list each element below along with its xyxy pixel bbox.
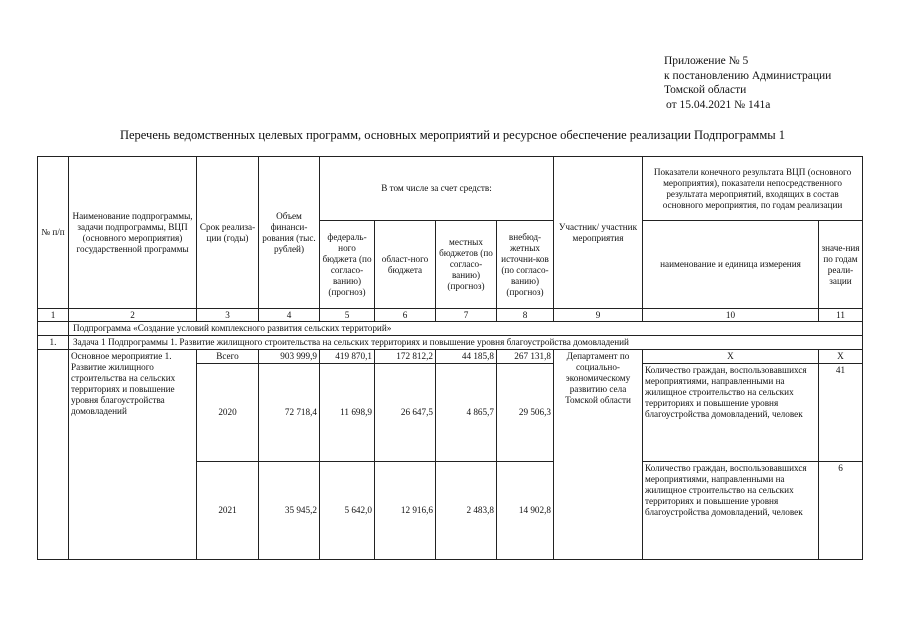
- appendix-line-2: к постановлению Администрации: [664, 69, 832, 82]
- col-number: 3: [197, 309, 259, 322]
- row-ind-value: 41: [819, 364, 863, 462]
- row-local: 44 185,8: [436, 350, 497, 364]
- header-participant: Участник/ участник мероприятия: [554, 157, 643, 309]
- table-row-total: [38, 350, 863, 364]
- row-regional: 172 812,2: [375, 350, 436, 364]
- col-number: 2: [69, 309, 197, 322]
- task-num: 1.: [38, 336, 69, 350]
- header-indicators: Показатели конечного результата ВЦП (основного мероприятия), показатели непосредственного результата мероприятий, входящих в состав основного мероприятия, по годам реализации: [643, 157, 863, 221]
- header-sources: В том числе за счет средств:: [320, 157, 554, 221]
- row-local: 2 483,8: [436, 462, 497, 560]
- col-number: 7: [436, 309, 497, 322]
- col-number: 1: [38, 309, 69, 322]
- header-term: Срок реализа-ции (годы): [197, 157, 259, 309]
- col-number: 8: [497, 309, 554, 322]
- row-extra: 267 131,8: [497, 350, 554, 364]
- task-title: Задача 1 Подпрограммы 1. Развитие жилищного строительства на сельских территориях и повышение уровня благоустройства домовладений: [69, 336, 863, 350]
- row-extra: 14 902,8: [497, 462, 554, 560]
- row-term: 2020: [197, 364, 259, 462]
- task-row: [38, 336, 863, 350]
- column-number-row: [38, 309, 863, 322]
- row-volume: 35 945,2: [259, 462, 320, 560]
- col-number: 6: [375, 309, 436, 322]
- measure-participant: Департамент по социально-экономическому развитию села Томской области: [554, 350, 643, 560]
- row-federal: 5 642,0: [320, 462, 375, 560]
- row-federal: 419 870,1: [320, 350, 375, 364]
- header-ind-value: значе-ния по годам реали-зации: [819, 221, 863, 309]
- row-regional: 12 916,6: [375, 462, 436, 560]
- row-local: 4 865,7: [436, 364, 497, 462]
- subprogram-title: Подпрограмма «Создание условий комплексного развития сельских территорий»: [69, 322, 863, 336]
- measure-name: Основное мероприятие 1. Развитие жилищного строительства на сельских территориях и повышение уровня благоустройства домовладений: [69, 350, 197, 560]
- program-table: [37, 156, 863, 560]
- col-number: 5: [320, 309, 375, 322]
- appendix-line-1: Приложение № 5: [664, 55, 749, 67]
- row-ind-name: Х: [643, 350, 819, 364]
- header-ind-name: наименование и единица измерения: [643, 221, 819, 309]
- page-title: Перечень ведомственных целевых программ, основных мероприятий и ресурсное обеспечение реализации Подпрограммы 1: [119, 128, 786, 142]
- header-regional: област-ного бюджета: [375, 221, 436, 309]
- header-row-1: [38, 157, 863, 221]
- subprogram-row: [38, 322, 863, 336]
- row-volume: 903 999,9: [259, 350, 320, 364]
- col-number: 9: [554, 309, 643, 322]
- header-num: № п/п: [38, 157, 69, 309]
- header-volume: Объем финанси-рования (тыс. рублей): [259, 157, 320, 309]
- appendix-line-3: Томской области: [664, 84, 747, 96]
- col-number: 10: [643, 309, 819, 322]
- row-ind-name: Количество граждан, воспользовавшихся мероприятиями, направленными на жилищное строительство на сельских территориях и повышение уровня благоустройства домовладений, человек: [643, 462, 819, 560]
- header-name: Наименование подпрограммы, задачи подпрограммы, ВЦП (основного мероприятия) государственной программы: [69, 157, 197, 309]
- header-extra: внебюд-жетных источни-ков (по согласо-ванию) (прогноз): [497, 221, 554, 309]
- appendix-line-4: от 15.04.2021 № 141а: [666, 98, 771, 111]
- row-ind-value: Х: [819, 350, 863, 364]
- col-number: 4: [259, 309, 320, 322]
- header-federal: федераль-ного бюджета (по согласо-ванию) (прогноз): [320, 221, 375, 309]
- appendix-block: [664, 54, 831, 112]
- row-term: 2021: [197, 462, 259, 560]
- row-regional: 26 647,5: [375, 364, 436, 462]
- row-ind-name: Количество граждан, воспользовавшихся мероприятиями, направленными на жилищное строительство на сельских территориях и повышение уровня благоустройства домовладений, человек: [643, 364, 819, 462]
- row-federal: 11 698,9: [320, 364, 375, 462]
- col-number: 11: [819, 309, 863, 322]
- row-extra: 29 506,3: [497, 364, 554, 462]
- row-ind-value: 6: [819, 462, 863, 560]
- row-term: Всего: [197, 350, 259, 364]
- row-volume: 72 718,4: [259, 364, 320, 462]
- header-local: местных бюджетов (по согласо-ванию) (прогноз): [436, 221, 497, 309]
